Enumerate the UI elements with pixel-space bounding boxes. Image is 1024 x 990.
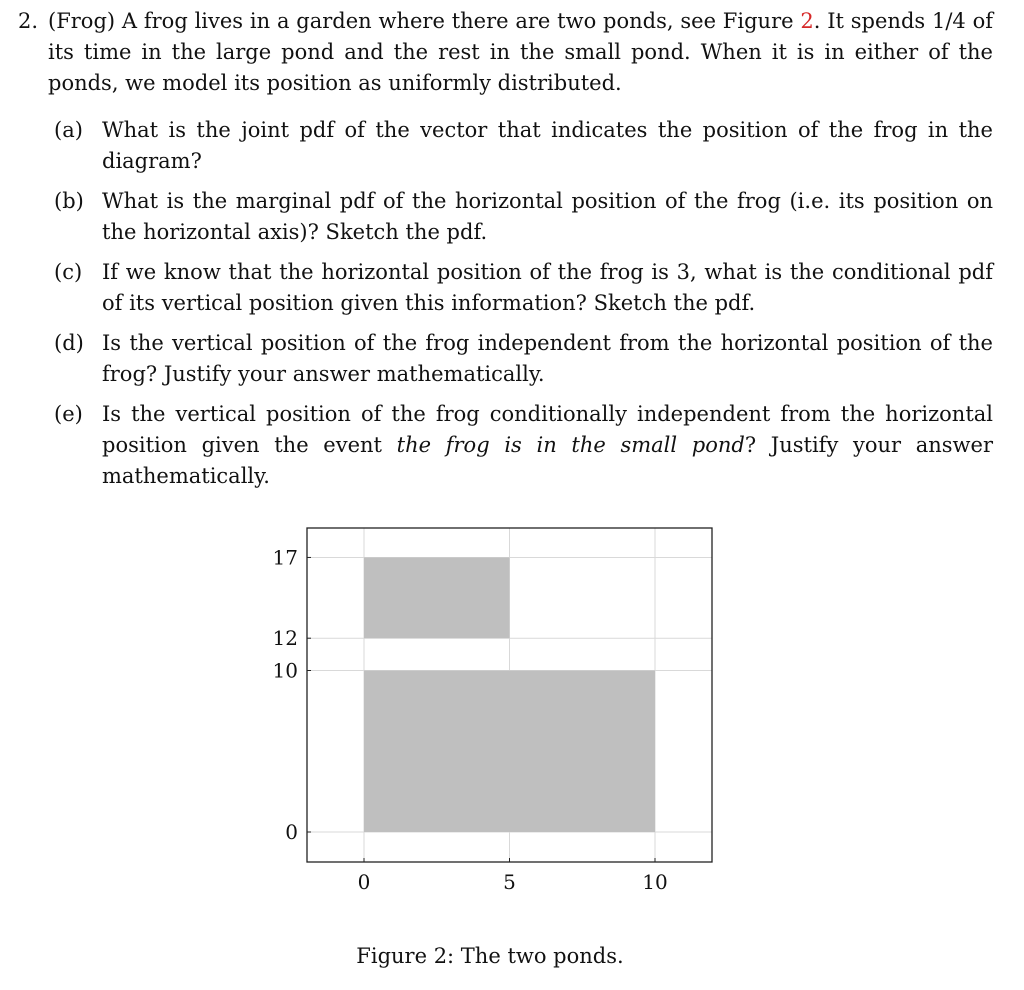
part-label: (e) [54,402,83,426]
part-e-text-end: ? Justify your answer mathematically. [102,433,993,488]
y-tick-label-12: 12 [272,626,298,651]
y-tick-label-10: 10 [272,658,298,683]
part-label: (c) [54,260,83,284]
part-text: What is the marginal pdf of the horizontal position of the frog (i.e. its position on the horizontal axis)? Sketch the pdf. [102,189,993,244]
y-tick-label-0: 0 [285,820,298,844]
small-pond-rect [364,557,510,638]
part-text: If we know that the horizontal position of the frog is 3, what is the conditional pdf of its vertical position given this information? Sketch the pdf. [102,260,993,315]
ponds [364,557,655,832]
intro-text-rest: . It spends 1/4 of its time in the large pond and the rest in the small pond. When it is in either of the ponds, we model its position as uniformly distributed. [48,9,994,95]
part-text: Is the vertical position of the frog independent from the horizontal position of the frog? Justify your answer mathematically. [102,331,993,386]
part-e-text: Is the vertical position of the frog conditionally independent from the horizontal position given the event [102,402,993,457]
part-label: (a) [54,118,83,142]
x-tick-label-10: 10 [642,870,668,894]
part-e-emphasis: the frog is in the small pond [396,433,745,457]
part-label: (b) [54,189,84,213]
figure-reference-link[interactable]: 2 [800,9,814,33]
large-pond-rect [364,671,655,833]
x-tick-label-0: 0 [357,870,371,894]
part-label: (d) [54,331,84,355]
figure-caption: Figure 2: The two ponds. [356,944,624,968]
y-tick-label-17: 17 [272,545,298,570]
intro-text: (Frog) A frog lives in a garden where there are two ponds, see Figure [48,9,801,33]
problem-number: 2. [18,9,39,33]
part-text: What is the joint pdf of the vector that indicates the position of the frog in the diagram? [102,118,993,173]
x-tick-label-5: 5 [503,870,516,894]
